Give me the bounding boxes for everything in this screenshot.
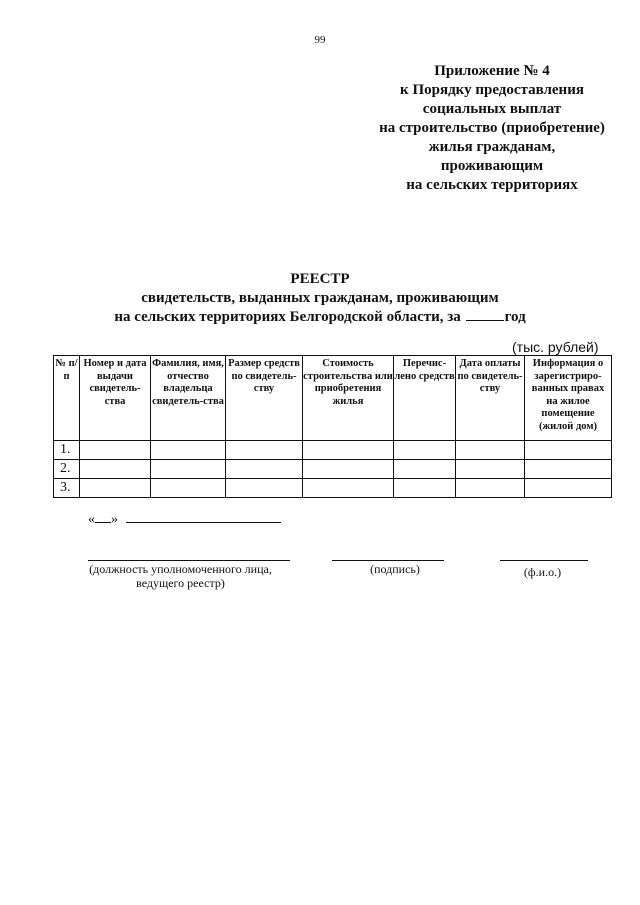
row-number: 3.	[54, 479, 80, 498]
header-cell-cost: Стоимость строительства или приобретения жилья	[303, 356, 394, 441]
table-header-row	[54, 356, 612, 441]
header-cell-amount: Размер средств по свидетель-ству	[226, 356, 303, 441]
appendix-line: жилья гражданам,	[428, 139, 556, 155]
table-cell	[525, 460, 612, 479]
title-period-prefix: на сельских территориях Белгородской области, за	[114, 309, 461, 325]
header-cell-certificate: Номер и дата выдачи свидетель-ства	[80, 356, 151, 441]
date-open-quote: «	[88, 512, 95, 527]
signature-line	[332, 560, 444, 561]
header-cell-payment-date: Дата оплаты по свидетель-ству	[456, 356, 525, 441]
position-signature-line	[88, 560, 290, 561]
title-period-line	[0, 308, 640, 327]
table-cell	[80, 441, 151, 460]
appendix-line: социальных выплат	[422, 101, 562, 117]
table-cell	[456, 460, 525, 479]
table-cell	[151, 441, 226, 460]
table-cell	[525, 441, 612, 460]
document-title	[0, 270, 640, 327]
row-number: 1.	[54, 441, 80, 460]
title-heading: РЕЕСТР	[290, 271, 350, 287]
page-number: 99	[314, 34, 326, 46]
table-cell	[80, 460, 151, 479]
table-cell	[394, 479, 456, 498]
table-cell	[456, 479, 525, 498]
position-caption-line: (должность уполномоченного лица,	[89, 562, 272, 576]
table-cell	[394, 460, 456, 479]
date-close-quote: »	[111, 512, 118, 527]
table-cell	[226, 441, 303, 460]
appendix-line: на строительство (приобретение)	[379, 120, 605, 136]
appendix-line: проживающим	[440, 158, 544, 174]
date-field	[88, 512, 281, 528]
month-year-blank	[126, 512, 281, 523]
appendix-heading	[362, 62, 622, 195]
table-cell	[456, 441, 525, 460]
table-cell	[226, 460, 303, 479]
appendix-line: к Порядку предоставления	[400, 82, 584, 98]
header-cell-rights-info: Информация о зарегистриро-ванных правах на жилое помещение (жилой дом)	[525, 356, 612, 441]
row-number: 2.	[54, 460, 80, 479]
table-row	[54, 460, 612, 479]
title-subheading: свидетельств, выданных гражданам, проживающим	[141, 290, 499, 306]
appendix-line: на сельских территориях	[406, 177, 578, 193]
name-signature-line	[500, 560, 588, 561]
table-cell	[525, 479, 612, 498]
table-cell	[303, 460, 394, 479]
day-blank	[95, 512, 111, 523]
header-cell-number: № п/п	[54, 356, 80, 441]
name-caption: (ф.и.о.)	[523, 565, 562, 579]
appendix-line: Приложение № 4	[434, 63, 550, 79]
units-label: (тыс. рублей)	[512, 339, 599, 355]
table-cell	[303, 441, 394, 460]
header-cell-owner: Фамилия, имя, отчество владельца свидетель-ства	[151, 356, 226, 441]
table-row	[54, 479, 612, 498]
position-caption	[88, 562, 273, 590]
table-cell	[394, 441, 456, 460]
year-blank-field	[466, 308, 504, 321]
table-cell	[80, 479, 151, 498]
table-cell	[303, 479, 394, 498]
table-cell	[226, 479, 303, 498]
signature-caption: (подпись)	[370, 562, 420, 576]
header-cell-transferred: Перечис-лено средств	[394, 356, 456, 441]
position-caption-line: ведущего реестр)	[136, 576, 225, 590]
table-row	[54, 441, 612, 460]
registry-table	[53, 355, 612, 498]
table-cell	[151, 479, 226, 498]
table-cell	[151, 460, 226, 479]
title-period-suffix: год	[504, 309, 526, 325]
